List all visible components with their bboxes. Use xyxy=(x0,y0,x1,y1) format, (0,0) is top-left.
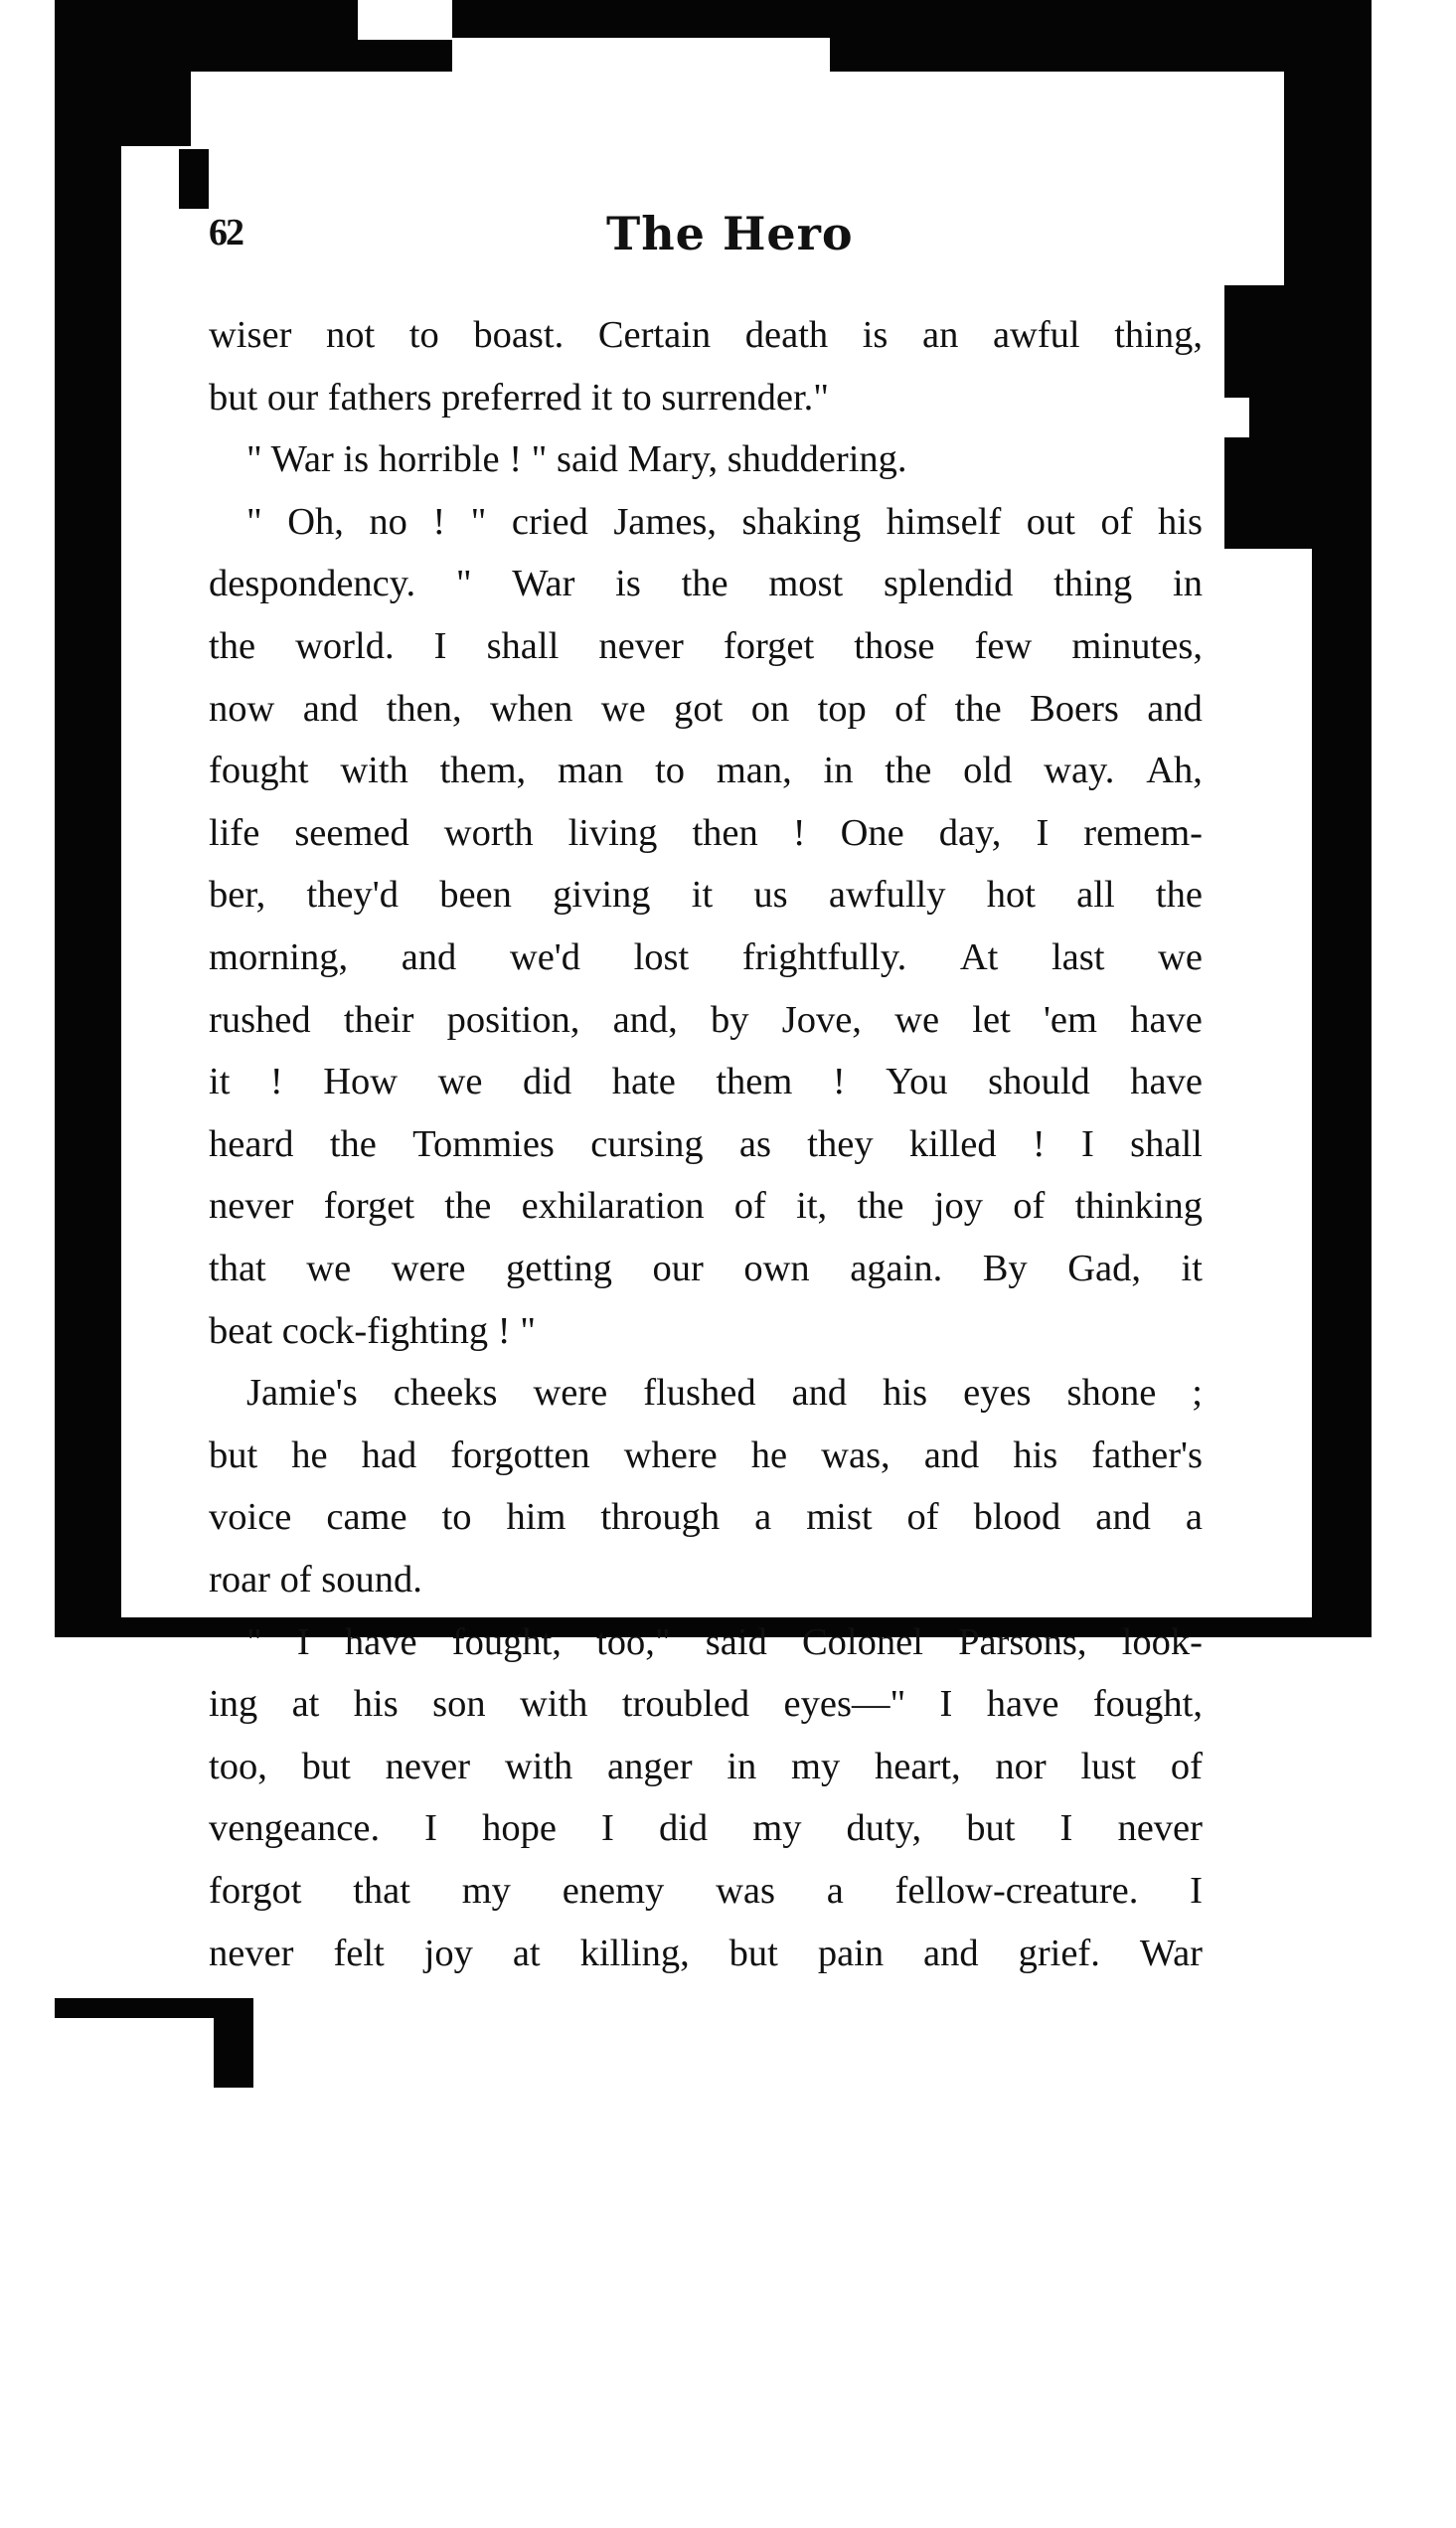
text-line: never forget the exhilaration of it, the joy of thinking xyxy=(209,1185,1203,1228)
scan-edge-artifact xyxy=(1314,1034,1372,1630)
text-line: now and then, when we got on top of the Boers and xyxy=(209,687,1203,730)
text-line: the world. I shall never forget those few minutes, xyxy=(209,625,1203,667)
text-line: fought with them, man to man, in the old way. Ah, xyxy=(209,750,1203,792)
text-line: it ! How we did hate them ! You should have xyxy=(209,1061,1203,1103)
text-line: rushed their position, and, by Jove, we let 'em have xyxy=(209,998,1203,1041)
text-line: voice came to him through a mist of blood and a xyxy=(209,1496,1203,1539)
text-line: that we were getting our own again. By Gad, it xyxy=(209,1248,1203,1289)
scan-edge-artifact xyxy=(452,38,830,72)
text-line: life seemed worth living then ! One day, I remem- xyxy=(209,811,1203,854)
running-head xyxy=(209,207,1203,270)
text-line: but our fathers preferred it to surrender." xyxy=(209,376,829,419)
text-line: ing at his son with troubled eyes—" I have fought, xyxy=(209,1683,1203,1726)
text-line: but he had forgotten where he was, and his father's xyxy=(209,1433,1203,1476)
text-line: wiser not to boast. Certain death is an awful thing, xyxy=(209,314,1203,356)
scan-edge-artifact xyxy=(121,72,191,146)
text-line: beat cock-fighting ! " xyxy=(209,1309,536,1352)
text-line: forgot that my enemy was a fellow-creature. I xyxy=(209,1870,1203,1912)
text-line: too, but never with anger in my heart, nor lust of xyxy=(209,1745,1203,1787)
scan-edge-artifact xyxy=(358,0,452,40)
text-line: despondency. " War is the most splendid thing in xyxy=(209,563,1203,605)
text-line: ber, they'd been giving it us awfully hot all the xyxy=(209,874,1203,917)
text-line: morning, and we'd lost frightfully. At last we xyxy=(209,936,1203,978)
scan-edge-artifact xyxy=(179,149,209,209)
book-title: The Hero xyxy=(606,207,854,260)
text-line: Jamie's cheeks were flushed and his eyes shone ; xyxy=(246,1372,1203,1415)
text-line: " War is horrible ! " said Mary, shuddering. xyxy=(246,438,907,481)
scan-edge-artifact xyxy=(1224,72,1284,285)
text-line: never felt joy at killing, but pain and grief. War xyxy=(209,1932,1203,1974)
scan-edge-artifact xyxy=(55,2018,214,2137)
scan-edge-artifact xyxy=(1224,398,1249,437)
text-line: " I have fought, too," said Colonel Parsons, look- xyxy=(246,1620,1203,1663)
page-number: 62 xyxy=(209,212,243,253)
text-line: " Oh, no ! " cried James, shaking himself out of his xyxy=(246,500,1203,543)
text-line: heard the Tommies cursing as they killed ! I shall xyxy=(209,1122,1203,1165)
text-line: roar of sound. xyxy=(209,1559,422,1601)
text-line: vengeance. I hope I did my duty, but I never xyxy=(209,1807,1203,1850)
